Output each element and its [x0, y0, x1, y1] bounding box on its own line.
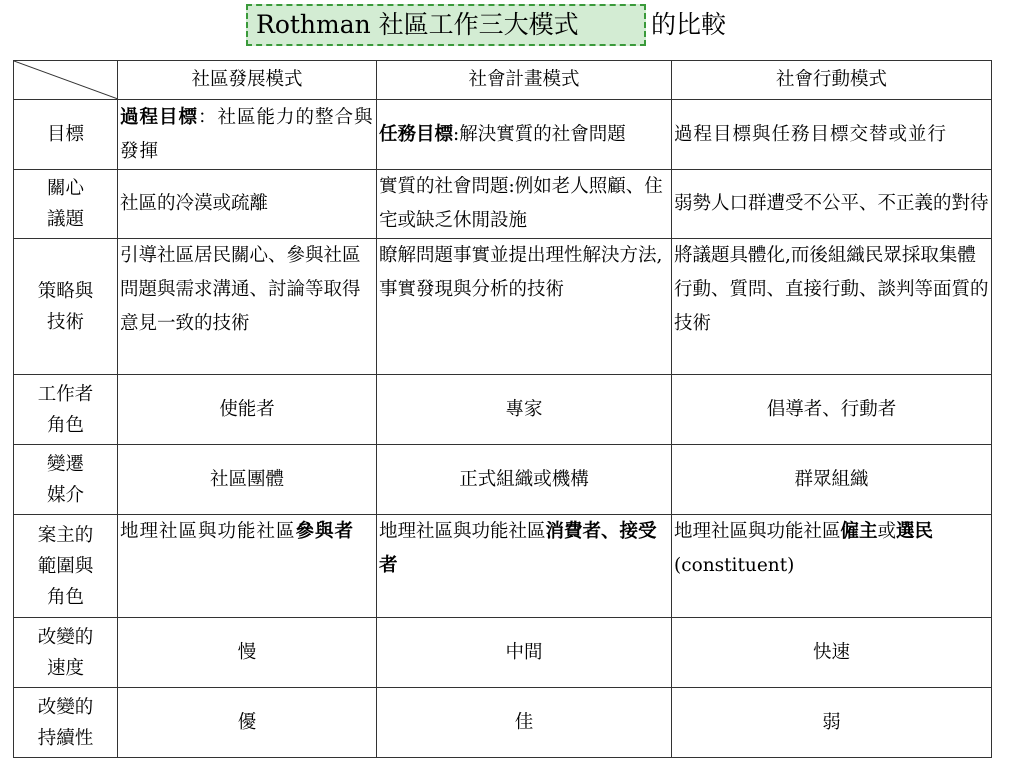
table-header-row [14, 61, 992, 100]
issue-cell-development: 社區的冷漠或疏離 [118, 170, 377, 239]
header-social-action: 社會行動模式 [672, 61, 992, 100]
row-label-speed [14, 618, 118, 688]
goal-plan-bold: 任務目標 [379, 123, 454, 145]
speed-label-line2: 速度 [46, 657, 84, 679]
diagonal-line-icon [14, 61, 118, 99]
strategy-label-line2: 技術 [46, 311, 84, 333]
table-row [14, 239, 992, 375]
client-cell-planning [377, 515, 672, 618]
table-row [14, 100, 992, 170]
table-row [14, 375, 992, 445]
goal-cell-planning [377, 100, 672, 170]
speed-label-line1: 改變的 [37, 626, 94, 648]
client-label-line3: 角色 [46, 586, 84, 608]
client-dev-text: 地理社區與功能社區 [120, 521, 296, 542]
strategy-label-line1: 策略與 [37, 280, 94, 302]
role-cell-development: 使能者 [118, 375, 377, 445]
table-row [14, 688, 992, 758]
client-act-or: 或 [877, 521, 897, 542]
row-label-sustain [14, 688, 118, 758]
title-boxed-text: Rothman 社區工作三大模式 [256, 10, 579, 39]
table-row [14, 445, 992, 515]
client-cell-development [118, 515, 377, 618]
goal-cell-action: 過程目標與任務目標交替或並行 [672, 100, 992, 170]
sustain-label-line1: 改變的 [37, 696, 94, 718]
client-act-constituent: (constituent) [674, 555, 795, 576]
role-cell-planning: 專家 [377, 375, 672, 445]
sustain-cell-action: 弱 [672, 688, 992, 758]
role-label-line1: 工作者 [37, 383, 94, 405]
issue-label-line1: 關心 [46, 178, 84, 199]
row-label-client [14, 515, 118, 618]
role-cell-action: 倡導者、行動者 [672, 375, 992, 445]
corner-cell [14, 61, 118, 100]
issue-label-line2: 議題 [46, 209, 84, 230]
strategy-cell-planning: 瞭解問題事實並提出理性解決方法,事實發現與分析的技術 [377, 239, 672, 375]
table-row [14, 170, 992, 239]
speed-cell-development: 慢 [118, 618, 377, 688]
table-row [14, 515, 992, 618]
client-dev-bold: 參與者 [295, 521, 355, 542]
client-plan-text: 地理社區與功能社區 [379, 521, 546, 542]
client-cell-action [672, 515, 992, 618]
client-act-bold2: 選民 [896, 521, 934, 542]
medium-cell-action: 群眾組織 [672, 445, 992, 515]
header-community-development: 社區發展模式 [118, 61, 377, 100]
client-label-line1: 案主的 [37, 524, 94, 546]
client-plan-bold: 消費者、接受者 [379, 521, 657, 576]
role-label-line2: 角色 [46, 414, 84, 436]
medium-cell-development: 社區團體 [118, 445, 377, 515]
title-area [0, 4, 1009, 48]
row-label-role [14, 375, 118, 445]
client-act-text: 地理社區與功能社區 [674, 521, 841, 542]
client-label-line2: 範圍與 [37, 555, 94, 577]
goal-dev-text: ：社區能力的整合與發揮 [120, 106, 374, 162]
title-tail-text: 的比較 [651, 10, 727, 39]
client-act-bold1: 僱主 [840, 521, 878, 542]
sustain-cell-planning: 佳 [377, 688, 672, 758]
header-social-planning: 社會計畫模式 [377, 61, 672, 100]
row-label-goal: 目標 [14, 100, 118, 170]
goal-cell-development [118, 100, 377, 170]
speed-cell-action: 快速 [672, 618, 992, 688]
row-label-strategy [14, 239, 118, 375]
comparison-table [13, 60, 992, 758]
issue-cell-planning: 實質的社會問題:例如老人照顧、住宅或缺乏休閒設施 [377, 170, 672, 239]
row-label-issue [14, 170, 118, 239]
speed-cell-planning: 中間 [377, 618, 672, 688]
medium-label-line1: 變遷 [46, 453, 84, 475]
goal-plan-text: :解決實質的社會問題 [453, 123, 626, 145]
sustain-label-line2: 持續性 [37, 727, 94, 749]
medium-cell-planning: 正式組織或機構 [377, 445, 672, 515]
table-row [14, 618, 992, 688]
issue-cell-action: 弱勢人口群遭受不公平、不正義的對待 [672, 170, 992, 239]
strategy-cell-action: 將議題具體化,而後組織民眾採取集體行動、質問、直接行動、談判等面質的技術 [672, 239, 992, 375]
strategy-cell-development: 引導社區居民關心、參與社區問題與需求溝通、討論等取得意見一致的技術 [118, 239, 377, 375]
row-label-medium [14, 445, 118, 515]
sustain-cell-development: 優 [118, 688, 377, 758]
goal-dev-bold: 過程目標 [120, 106, 199, 128]
medium-label-line2: 媒介 [46, 484, 84, 506]
